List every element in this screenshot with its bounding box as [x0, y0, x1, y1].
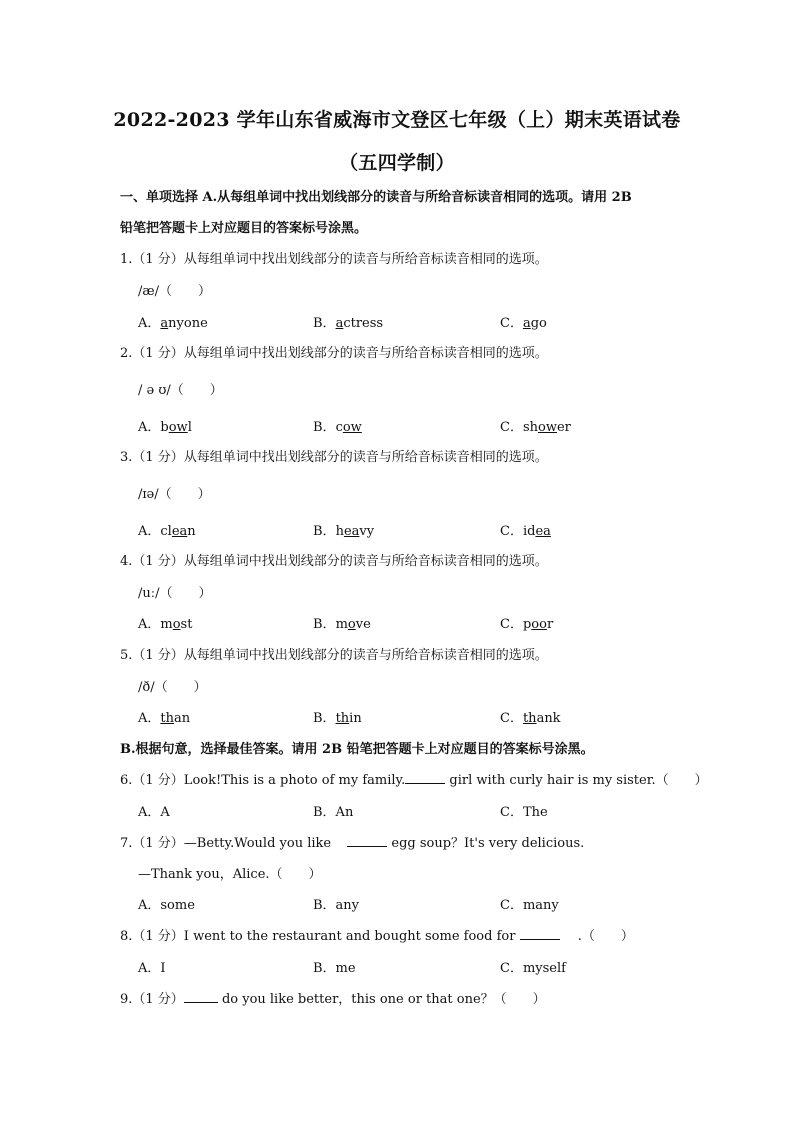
question-7-option-c[interactable]: C．many — [500, 898, 559, 913]
option-word-pre: b — [160, 420, 169, 435]
question-1-stem: 1.（1 分）从每组单词中找出划线部分的读音与所给音标读音相同的选项。 — [120, 252, 548, 267]
question-7-text-post: egg soup？It's very delicious. — [387, 836, 585, 851]
option-word-post: nyone — [168, 316, 208, 331]
option-word-underlined: ea — [171, 524, 188, 539]
exam-title: 2022-2023 学年山东省威海市文登区七年级（上）期末英语试卷 — [113, 109, 681, 131]
question-2-option-b[interactable] — [313, 416, 362, 435]
exam-subtitle: （五四学制） — [339, 152, 455, 174]
option-word-pre: cl — [160, 524, 172, 539]
question-3-stem: 3.（1 分）从每组单词中找出划线部分的读音与所给音标读音相同的选项。 — [120, 450, 548, 465]
option-word-underlined: a — [335, 316, 344, 331]
option-word-underlined: ow — [342, 420, 362, 435]
answer-blank — [405, 771, 445, 784]
option-word-underlined: ow — [538, 420, 557, 435]
option-letter: C． — [500, 420, 523, 435]
question-2-option-a[interactable] — [138, 416, 192, 435]
question-6-stem — [120, 769, 708, 788]
question-3-phonetic: /ɪə/（ ） — [138, 487, 211, 502]
question-6-option-a[interactable]: A．A — [138, 805, 170, 820]
option-letter: B． — [313, 617, 336, 632]
option-word-post: l — [187, 420, 192, 435]
option-word-post: go — [530, 316, 547, 331]
question-4-option-a[interactable] — [138, 613, 192, 632]
question-4-option-b[interactable] — [313, 613, 371, 632]
question-8-option-b[interactable]: B．me — [313, 961, 356, 976]
question-3-option-a[interactable] — [138, 520, 196, 539]
question-9-text-post: do you like better，this one or that one？（ ） — [217, 992, 546, 1007]
option-letter: C． — [500, 316, 523, 331]
question-5-stem: 5.（1 分）从每组单词中找出划线部分的读音与所给音标读音相同的选项。 — [120, 648, 548, 663]
option-letter: C． — [500, 617, 523, 632]
question-6-option-b[interactable]: B．An — [313, 805, 354, 820]
option-word-post: st — [180, 617, 193, 632]
question-1-phonetic: /æ/（ ） — [138, 284, 211, 299]
question-2-option-c[interactable] — [500, 416, 571, 435]
question-7-text-pre: 7.（1 分）—Betty.Would you like — [120, 836, 336, 851]
option-word-post: ctress — [343, 316, 384, 331]
option-word-post: in — [349, 711, 362, 726]
question-4-stem: 4.（1 分）从每组单词中找出划线部分的读音与所给音标读音相同的选项。 — [120, 554, 548, 569]
option-letter: A． — [138, 617, 161, 632]
option-word-underlined: a — [160, 316, 169, 331]
option-word-pre: c — [335, 420, 343, 435]
option-word-underlined: oo — [531, 617, 547, 632]
question-5-option-c[interactable] — [500, 707, 561, 726]
option-word-pre: p — [522, 617, 532, 632]
question-4-option-c[interactable] — [500, 613, 553, 632]
option-word-underlined: ea — [535, 524, 551, 539]
question-1-option-a[interactable] — [138, 312, 208, 331]
option-word-post: vy — [359, 524, 375, 539]
answer-blank — [184, 990, 218, 1003]
question-8-option-c[interactable]: C．myself — [500, 961, 566, 976]
question-8-stem — [120, 925, 634, 944]
question-1-option-c[interactable] — [500, 312, 547, 331]
option-letter: A． — [138, 316, 161, 331]
section-a-heading: 一、单项选择 A.从每组单词中找出划线部分的读音与所给音标读音相同的选项。请用 2B — [120, 190, 632, 205]
section-b-heading: B.根据句意，选择最佳答案。请用 2B 铅笔把答题卡上对应题目的答案标号涂黑。 — [120, 742, 594, 757]
option-letter: C． — [500, 524, 523, 539]
question-8-text-post: .（ ） — [573, 929, 634, 944]
question-5-option-b[interactable] — [313, 707, 362, 726]
option-word-post: n — [187, 524, 196, 539]
option-word-pre: m — [160, 617, 173, 632]
answer-blank — [347, 834, 387, 847]
option-word-pre: h — [335, 524, 344, 539]
option-word-underlined: th — [335, 711, 350, 726]
option-word-post: ve — [355, 617, 371, 632]
option-letter: B． — [313, 316, 336, 331]
question-5-phonetic: /ð/（ ） — [138, 680, 207, 695]
option-word-post: ank — [536, 711, 561, 726]
question-6-option-c[interactable]: C．The — [500, 805, 548, 820]
option-word-pre: sh — [522, 420, 538, 435]
question-9-text-pre: 9.（1 分） — [120, 992, 184, 1007]
question-7-option-b[interactable]: B．any — [313, 898, 360, 913]
option-letter: A． — [138, 420, 161, 435]
option-word-post: er — [556, 420, 571, 435]
option-word-underlined: o — [347, 617, 356, 632]
option-letter: B． — [313, 711, 336, 726]
option-letter: A． — [138, 524, 161, 539]
option-word-underlined: ea — [343, 524, 360, 539]
option-letter: A． — [138, 711, 161, 726]
option-word-underlined: a — [522, 316, 531, 331]
question-7-option-a[interactable]: A．some — [138, 898, 195, 913]
question-6-text-pre: 6.（1 分）Look!This is a photo of my family. — [120, 773, 406, 788]
option-word-underlined: th — [522, 711, 537, 726]
option-word-pre: m — [335, 617, 348, 632]
question-4-phonetic: /uː/（ ） — [138, 586, 212, 601]
question-2-phonetic: / ə ʊ/（ ） — [138, 383, 223, 398]
question-8-text-pre: 8.（1 分）I went to the restaurant and bought some food for — [120, 929, 520, 944]
question-7-stem — [120, 832, 584, 851]
question-6-text-post: girl with curly hair is my sister.（ ） — [445, 773, 708, 788]
question-8-option-a[interactable]: A．I — [138, 961, 166, 976]
question-5-option-a[interactable] — [138, 707, 190, 726]
section-a-heading-cont: 铅笔把答题卡上对应题目的答案标号涂黑。 — [120, 221, 368, 236]
question-7-reply: —Thank you，Alice.（ ） — [138, 867, 322, 882]
question-3-option-c[interactable] — [500, 520, 551, 539]
question-3-option-b[interactable] — [313, 520, 374, 539]
option-word-post: r — [546, 617, 554, 632]
question-1-option-b[interactable] — [313, 312, 383, 331]
option-word-post: an — [174, 711, 191, 726]
question-2-stem: 2.（1 分）从每组单词中找出划线部分的读音与所给音标读音相同的选项。 — [120, 346, 548, 361]
option-word-underlined: o — [172, 617, 181, 632]
option-letter: B． — [313, 420, 336, 435]
answer-blank — [520, 927, 560, 940]
option-letter: C． — [500, 711, 523, 726]
option-letter: B． — [313, 524, 336, 539]
option-word-pre: id — [522, 524, 536, 539]
option-word-underlined: ow — [168, 420, 188, 435]
option-word-underlined: th — [160, 711, 174, 726]
question-9-stem — [120, 988, 546, 1007]
